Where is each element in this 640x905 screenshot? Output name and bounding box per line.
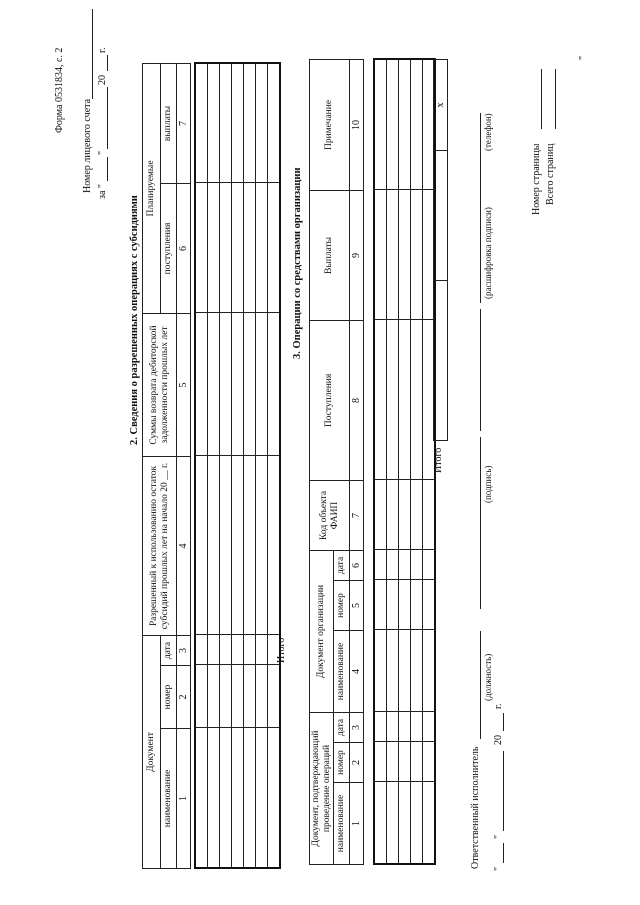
s3-colnum-5: 5 bbox=[350, 580, 364, 630]
s2-total-label: Итого bbox=[276, 637, 287, 663]
section3-header-table bbox=[309, 59, 364, 865]
s2-doc-col-date: дата bbox=[161, 636, 177, 666]
page-quote-mark: " bbox=[578, 55, 589, 60]
position-caption: (должность) bbox=[483, 653, 493, 701]
s3-colnum-4: 4 bbox=[350, 630, 364, 712]
s2-data-row bbox=[268, 63, 281, 868]
section2-header-table bbox=[142, 63, 191, 869]
s2-planned-group: Планируемые bbox=[143, 63, 161, 313]
s3-faip-code: Код объекта ФАИП bbox=[310, 480, 350, 550]
period-year-line bbox=[107, 55, 108, 71]
form-code: Форма 0531834, с. 2 bbox=[54, 47, 65, 133]
section3-title: 3. Операции со средствами организации bbox=[292, 167, 303, 359]
s3-total-receipts bbox=[434, 281, 448, 441]
s2-colnum-1: 1 bbox=[177, 729, 191, 869]
s3-colnum-3: 3 bbox=[350, 712, 364, 742]
date-year-suffix: г. bbox=[493, 703, 504, 709]
s2-doc-col-name: наименование bbox=[161, 729, 177, 869]
date-year-line bbox=[503, 713, 504, 731]
s2-colnum-6: 6 bbox=[177, 184, 191, 314]
s3-data-row bbox=[374, 59, 387, 864]
section3-body-table bbox=[373, 58, 436, 865]
s2-colnum-4: 4 bbox=[177, 457, 191, 636]
s3-data-row bbox=[411, 59, 423, 864]
account-number-label: Номер лицевого счета bbox=[82, 98, 93, 193]
s3-org-document-group: Документ организации bbox=[310, 550, 334, 712]
s2-planned-payments: выплаты bbox=[161, 63, 177, 183]
s3-note: Примечание bbox=[310, 59, 350, 190]
total-pages-label: Всего страниц bbox=[545, 143, 556, 205]
account-number-line bbox=[92, 9, 93, 99]
s2-receivables-return: Суммы возврата дебиторской задолженности прошлых лет bbox=[143, 314, 177, 457]
position-line bbox=[480, 631, 481, 739]
s3-colnum-10: 10 bbox=[350, 59, 364, 190]
s3-confirm-document-group: Документ, подтверждающий проведение операций bbox=[310, 712, 334, 864]
s3-colnum-9: 9 bbox=[350, 190, 364, 320]
date-day-line bbox=[503, 843, 504, 863]
s3-total-payments bbox=[434, 151, 448, 281]
period-year-suffix: г. bbox=[97, 47, 108, 53]
signature-caption: (подпись) bbox=[483, 465, 493, 503]
page-number-label: Номер страницы bbox=[531, 143, 542, 215]
phone-caption: (телефон) bbox=[483, 113, 493, 151]
s2-colnum-5: 5 bbox=[177, 314, 191, 457]
s2-data-row bbox=[232, 63, 244, 868]
page-number-line bbox=[541, 69, 542, 129]
s3-data-row bbox=[399, 59, 411, 864]
s3-doc-col-number: номер bbox=[334, 743, 350, 783]
section2-body-table bbox=[194, 62, 281, 869]
s2-colnum-3: 3 bbox=[177, 636, 191, 666]
s2-permitted-remainder: Разрешенный к использованию остаток субсидий прошлых лет на начало 20 __ г. bbox=[143, 457, 177, 636]
s2-colnum-2: 2 bbox=[177, 666, 191, 729]
s3-org-col-name: наименование bbox=[334, 630, 350, 712]
s2-colnum-7: 7 bbox=[177, 63, 191, 183]
s3-doc-col-name: наименование bbox=[334, 783, 350, 865]
date-year-prefix: 20 bbox=[493, 735, 504, 745]
s3-receipts: Поступления bbox=[310, 320, 350, 480]
s2-document-group: Документ bbox=[143, 636, 161, 869]
period-day-line bbox=[107, 157, 108, 181]
signature-decoding-line bbox=[480, 309, 481, 431]
signature-line bbox=[480, 437, 481, 609]
date-quote-open: " bbox=[493, 866, 504, 871]
s3-colnum-6: 6 bbox=[350, 550, 364, 580]
s3-colnum-8: 8 bbox=[350, 320, 364, 480]
s3-org-col-date: дата bbox=[334, 550, 350, 580]
phone-line bbox=[480, 113, 481, 303]
s3-data-row bbox=[387, 59, 399, 864]
period-quote: " bbox=[97, 150, 108, 155]
signature-decoding-caption: (расшифровка подписи) bbox=[483, 207, 493, 299]
s2-data-row bbox=[195, 63, 208, 868]
s3-total-label: Итого bbox=[433, 447, 444, 473]
s2-data-row bbox=[256, 63, 268, 868]
period-month-line bbox=[107, 87, 108, 149]
date-month-line bbox=[503, 751, 504, 831]
s2-data-row bbox=[220, 63, 232, 868]
s3-colnum-7: 7 bbox=[350, 480, 364, 550]
s3-colnum-2: 2 bbox=[350, 743, 364, 783]
s3-colnum-1: 1 bbox=[350, 783, 364, 865]
s3-org-col-number: номер bbox=[334, 580, 350, 630]
period-year-prefix: 20 bbox=[97, 75, 108, 85]
date-quote-close: " bbox=[493, 834, 504, 839]
s2-data-row bbox=[244, 63, 256, 868]
s3-doc-col-date: дата bbox=[334, 712, 350, 742]
s3-total-note-mark: x bbox=[434, 60, 448, 151]
s2-planned-receipts: поступления bbox=[161, 184, 177, 314]
period-prefix: за " bbox=[97, 184, 108, 199]
s3-payments: Выплаты bbox=[310, 190, 350, 320]
section2-title: 2. Сведения о разрешенных операциях с субсидиями bbox=[129, 195, 140, 445]
s2-data-row bbox=[208, 63, 220, 868]
s2-doc-col-number: номер bbox=[161, 666, 177, 729]
responsible-executor-label: Ответственный исполнитель bbox=[470, 746, 481, 869]
section3-total-table bbox=[433, 59, 448, 441]
total-pages-line bbox=[555, 69, 556, 129]
